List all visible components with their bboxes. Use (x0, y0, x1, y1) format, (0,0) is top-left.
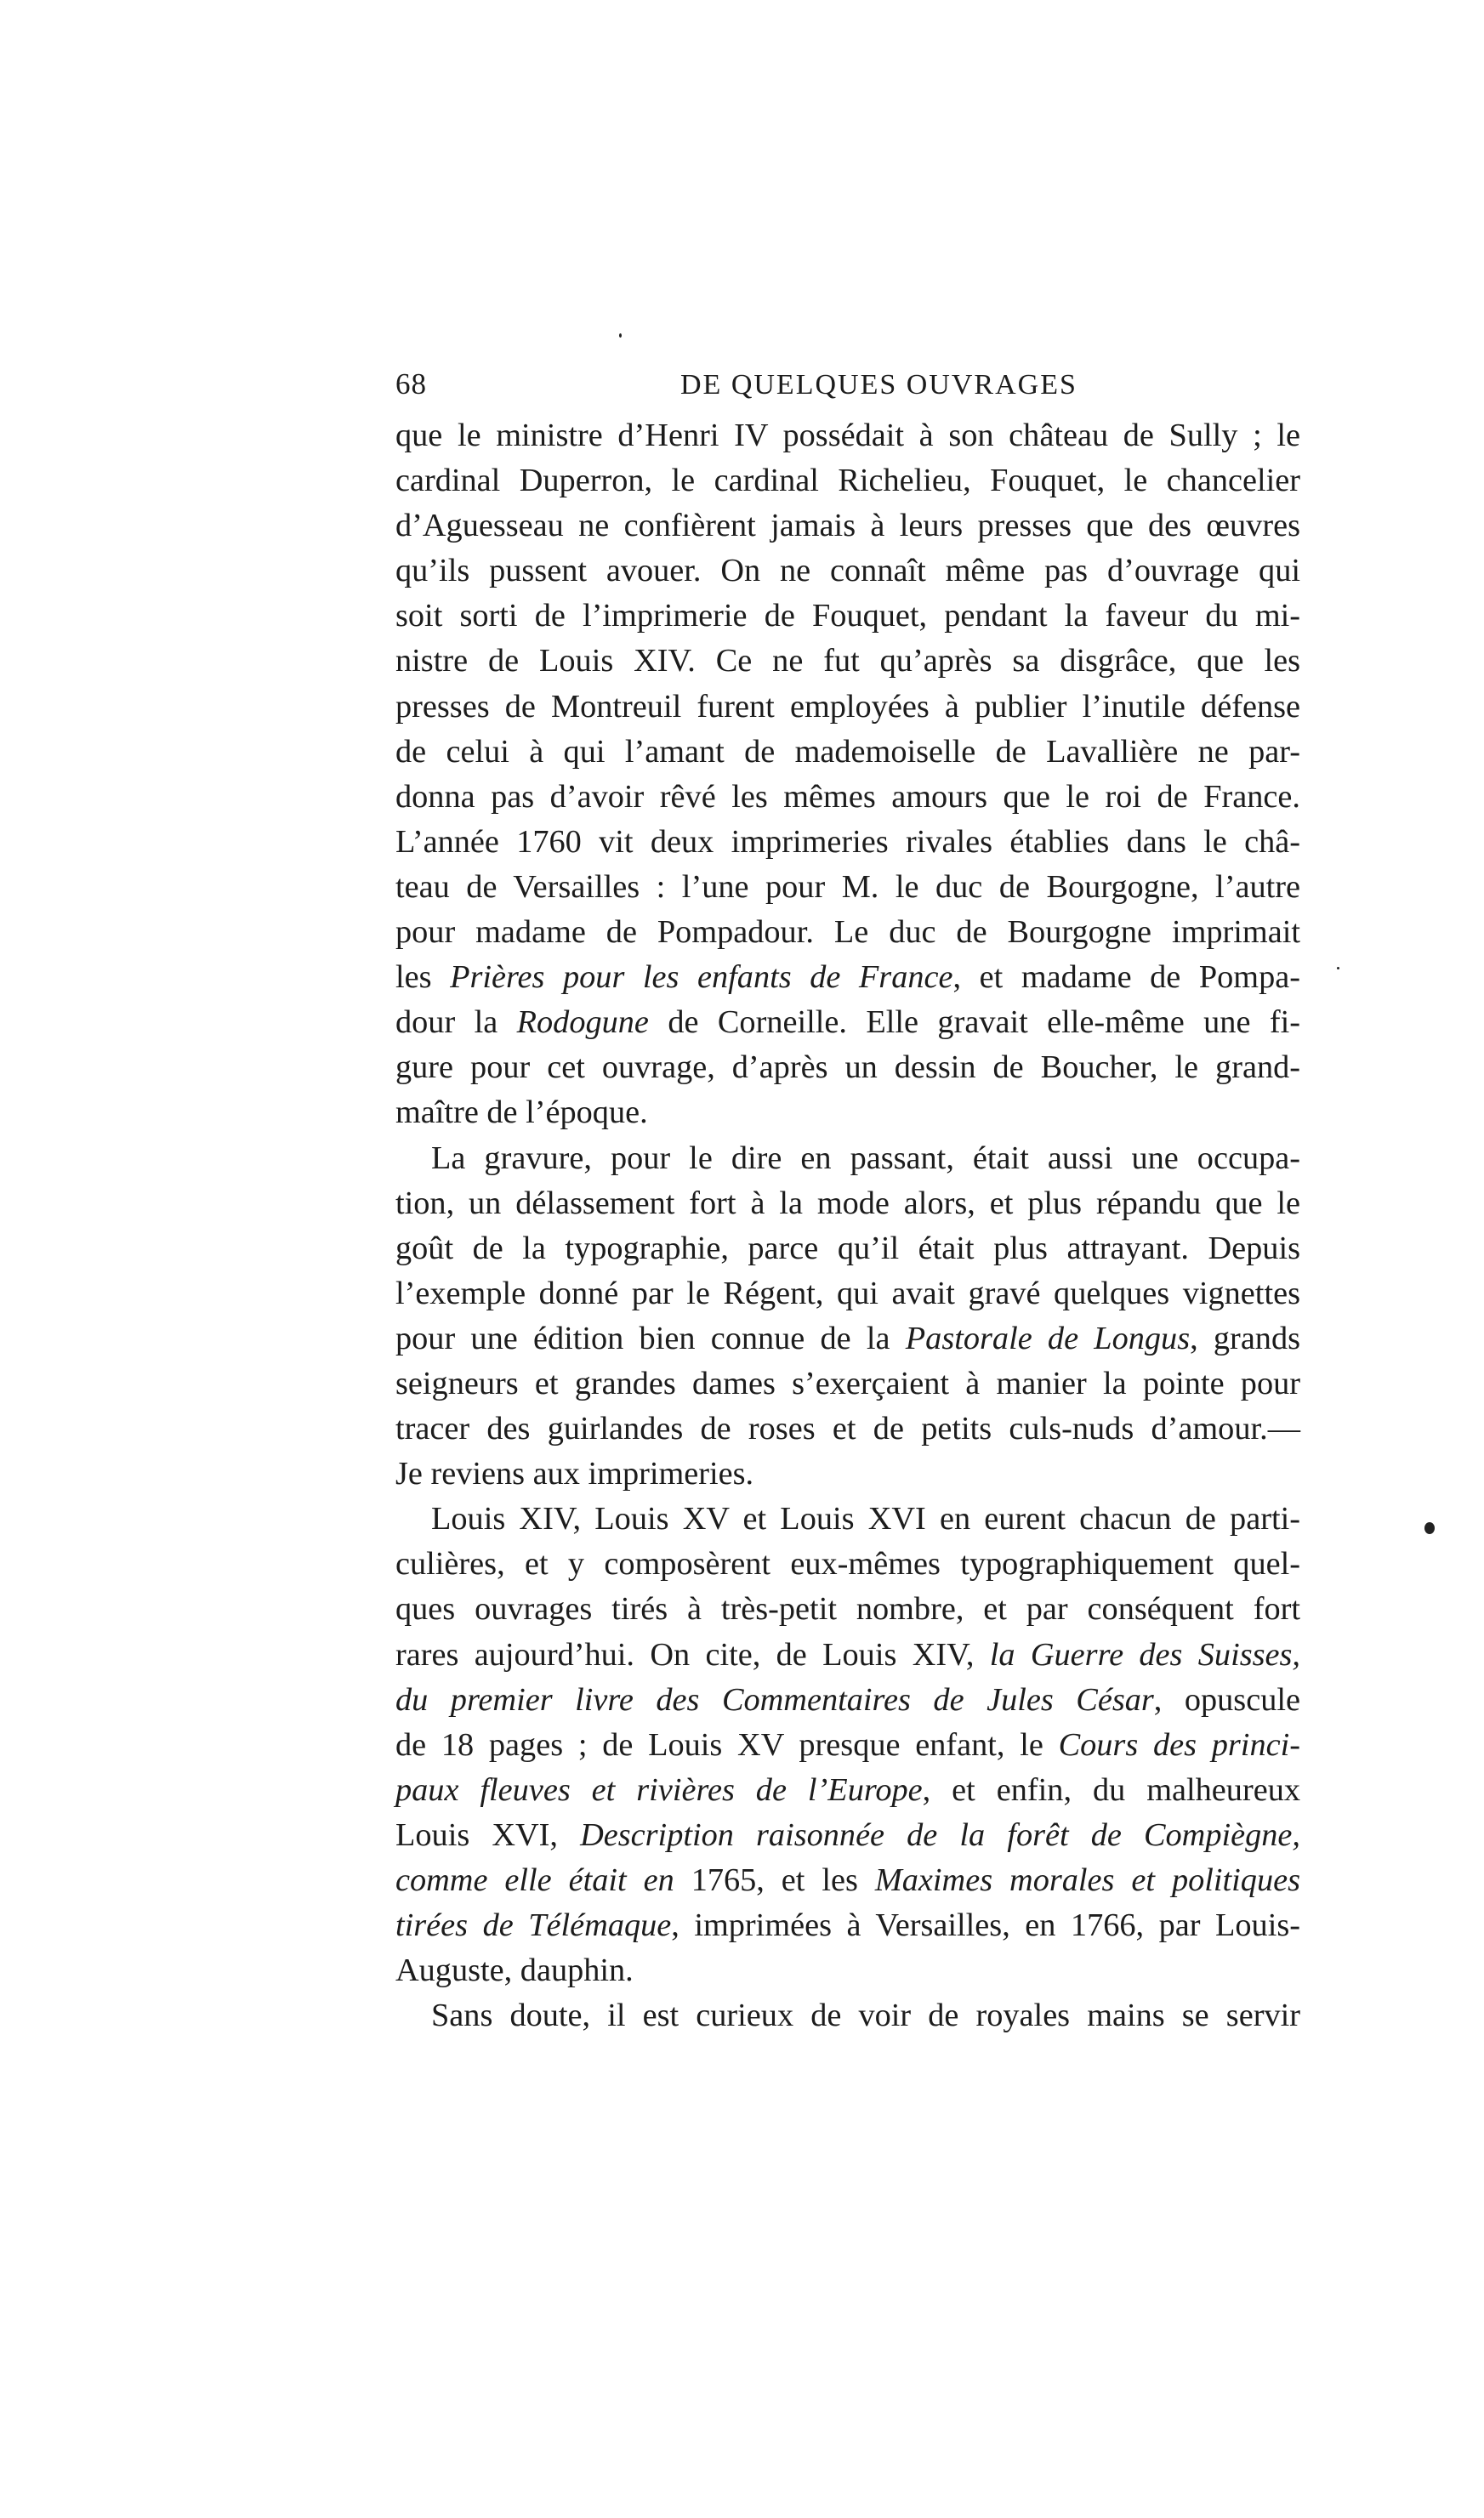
text-line-with-italics: de 18 pages ; de Louis XV presque enfant, le Cours des princi- (395, 1726, 1300, 1763)
text-line: presses de Montreuil furent employées à publier l’inutile défense (395, 688, 1300, 725)
text-line: nistre de Louis XIV. Ce ne fut qu’après sa disgrâce, que les (395, 643, 1300, 679)
text-line: maître de l’époque. (395, 1094, 648, 1131)
text-line: L’année 1760 vit deux imprimeries rivales établies dans le châ- (395, 823, 1300, 860)
text-line-with-italics: dour la Rodogune de Corneille. Elle gravait elle-même une fi- (395, 1004, 1300, 1041)
italic-title: Prières pour les enfants de France (450, 959, 953, 996)
paragraph-start: Louis XIV, Louis XV et Louis XVI en eurent chacun de parti- (431, 1501, 1300, 1538)
text-line-with-italics: Louis XVI, Description raisonnée de la forêt de Compiègne, (395, 1816, 1300, 1853)
ink-speck (1424, 1522, 1435, 1534)
italic-title: tirées de Télémaque (395, 1907, 672, 1944)
page-number: 68 (395, 367, 427, 401)
page-header (395, 367, 1300, 410)
text-line: d’Aguesseau ne confièrent jamais à leurs presses que des œuvres (395, 508, 1300, 544)
italic-title: Cours des princi- (1058, 1726, 1300, 1763)
text-line: tracer des guirlandes de roses et de petits culs-nuds d’amour.— (395, 1411, 1300, 1447)
text-line: gure pour cet ouvrage, d’après un dessin de Boucher, le grand- (395, 1049, 1300, 1086)
italic-title: paux fleuves et rivières de l’Europe (395, 1771, 923, 1808)
text-line: donna pas d’avoir rêvé les mêmes amours que le roi de France. (395, 778, 1300, 815)
text-line: de celui à qui l’amant de mademoiselle de Lavallière ne par- (395, 733, 1300, 770)
text-line: cardinal Duperron, le cardinal Richelieu, Fouquet, le chancelier (395, 463, 1300, 499)
paragraph-start: La gravure, pour le dire en passant, était aussi une occupa- (431, 1140, 1300, 1176)
running-title: DE QUELQUES OUVRAGES (680, 369, 1077, 401)
text-line: l’exemple donné par le Régent, qui avait gravé quelques vignettes (395, 1275, 1300, 1311)
text-line: qu’ils pussent avouer. On ne connaît même pas d’ouvrage qui (395, 553, 1300, 589)
text-line: seigneurs et grandes dames s’exerçaient à manier la pointe pour (395, 1365, 1300, 1401)
text-line-with-italics: tirées de Télémaque, imprimées à Versailles, en 1766, par Louis- (395, 1907, 1300, 1944)
text-line: Je reviens aux imprimeries. (395, 1456, 754, 1492)
body-text (395, 413, 1300, 2038)
italic-title: Maximes morales et politiques (874, 1862, 1301, 1898)
text-line: culières, et y composèrent eux-mêmes typographiquement quel- (395, 1546, 1300, 1583)
italic-title: Pastorale de Longus (905, 1320, 1191, 1356)
text-line: que le ministre d’Henri IV possédait à son château de Sully ; le (395, 418, 1300, 453)
text-line-with-italics: les Prières pour les enfants de France, et madame de Pompa- (395, 959, 1300, 996)
text-line-with-italics: comme elle était en 1765, et les Maximes morales et politiques (395, 1862, 1301, 1898)
italic-title: Rodogune (516, 1004, 649, 1041)
text-line-with-italics: du premier livre des Commentaires de Jules César, opuscule (395, 1681, 1300, 1718)
italic-title: du premier livre des Commentaires de Jules César (395, 1681, 1154, 1718)
text-line: pour madame de Pompadour. Le duc de Bourgogne imprimait (395, 914, 1300, 951)
text-line-with-italics: pour une édition bien connue de la Pastorale de Longus, grands (395, 1320, 1301, 1356)
italic-title: la Guerre des Suisses, (989, 1636, 1301, 1673)
text-line: ques ouvrages tirés à très-petit nombre, et par conséquent fort (395, 1591, 1300, 1628)
text-line: soit sorti de l’imprimerie de Fouquet, pendant la faveur du mi- (395, 598, 1300, 634)
text-line: tion, un délassement fort à la mode alors, et plus répandu que le (395, 1185, 1300, 1221)
text-line: goût de la typographie, parce qu’il était plus attrayant. Depuis (395, 1230, 1300, 1266)
text-line: Auguste, dauphin. (395, 1952, 634, 1989)
ink-speck (1337, 967, 1339, 969)
paragraph-start: Sans doute, il est curieux de voir de royales mains se servir (431, 1998, 1300, 2034)
text-line: teau de Versailles : l’une pour M. le duc de Bourgogne, l’autre (395, 868, 1300, 905)
italic-title: Description raisonnée de la forêt de Compiègne, (580, 1816, 1300, 1853)
text-line-with-italics: paux fleuves et rivières de l’Europe, et enfin, du malheureux (395, 1771, 1300, 1808)
ink-speck (619, 333, 622, 338)
text-line-with-italics: rares aujourd’hui. On cite, de Louis XIV, la Guerre des Suisses, (395, 1636, 1301, 1673)
italic-title: comme elle était en (395, 1862, 674, 1898)
